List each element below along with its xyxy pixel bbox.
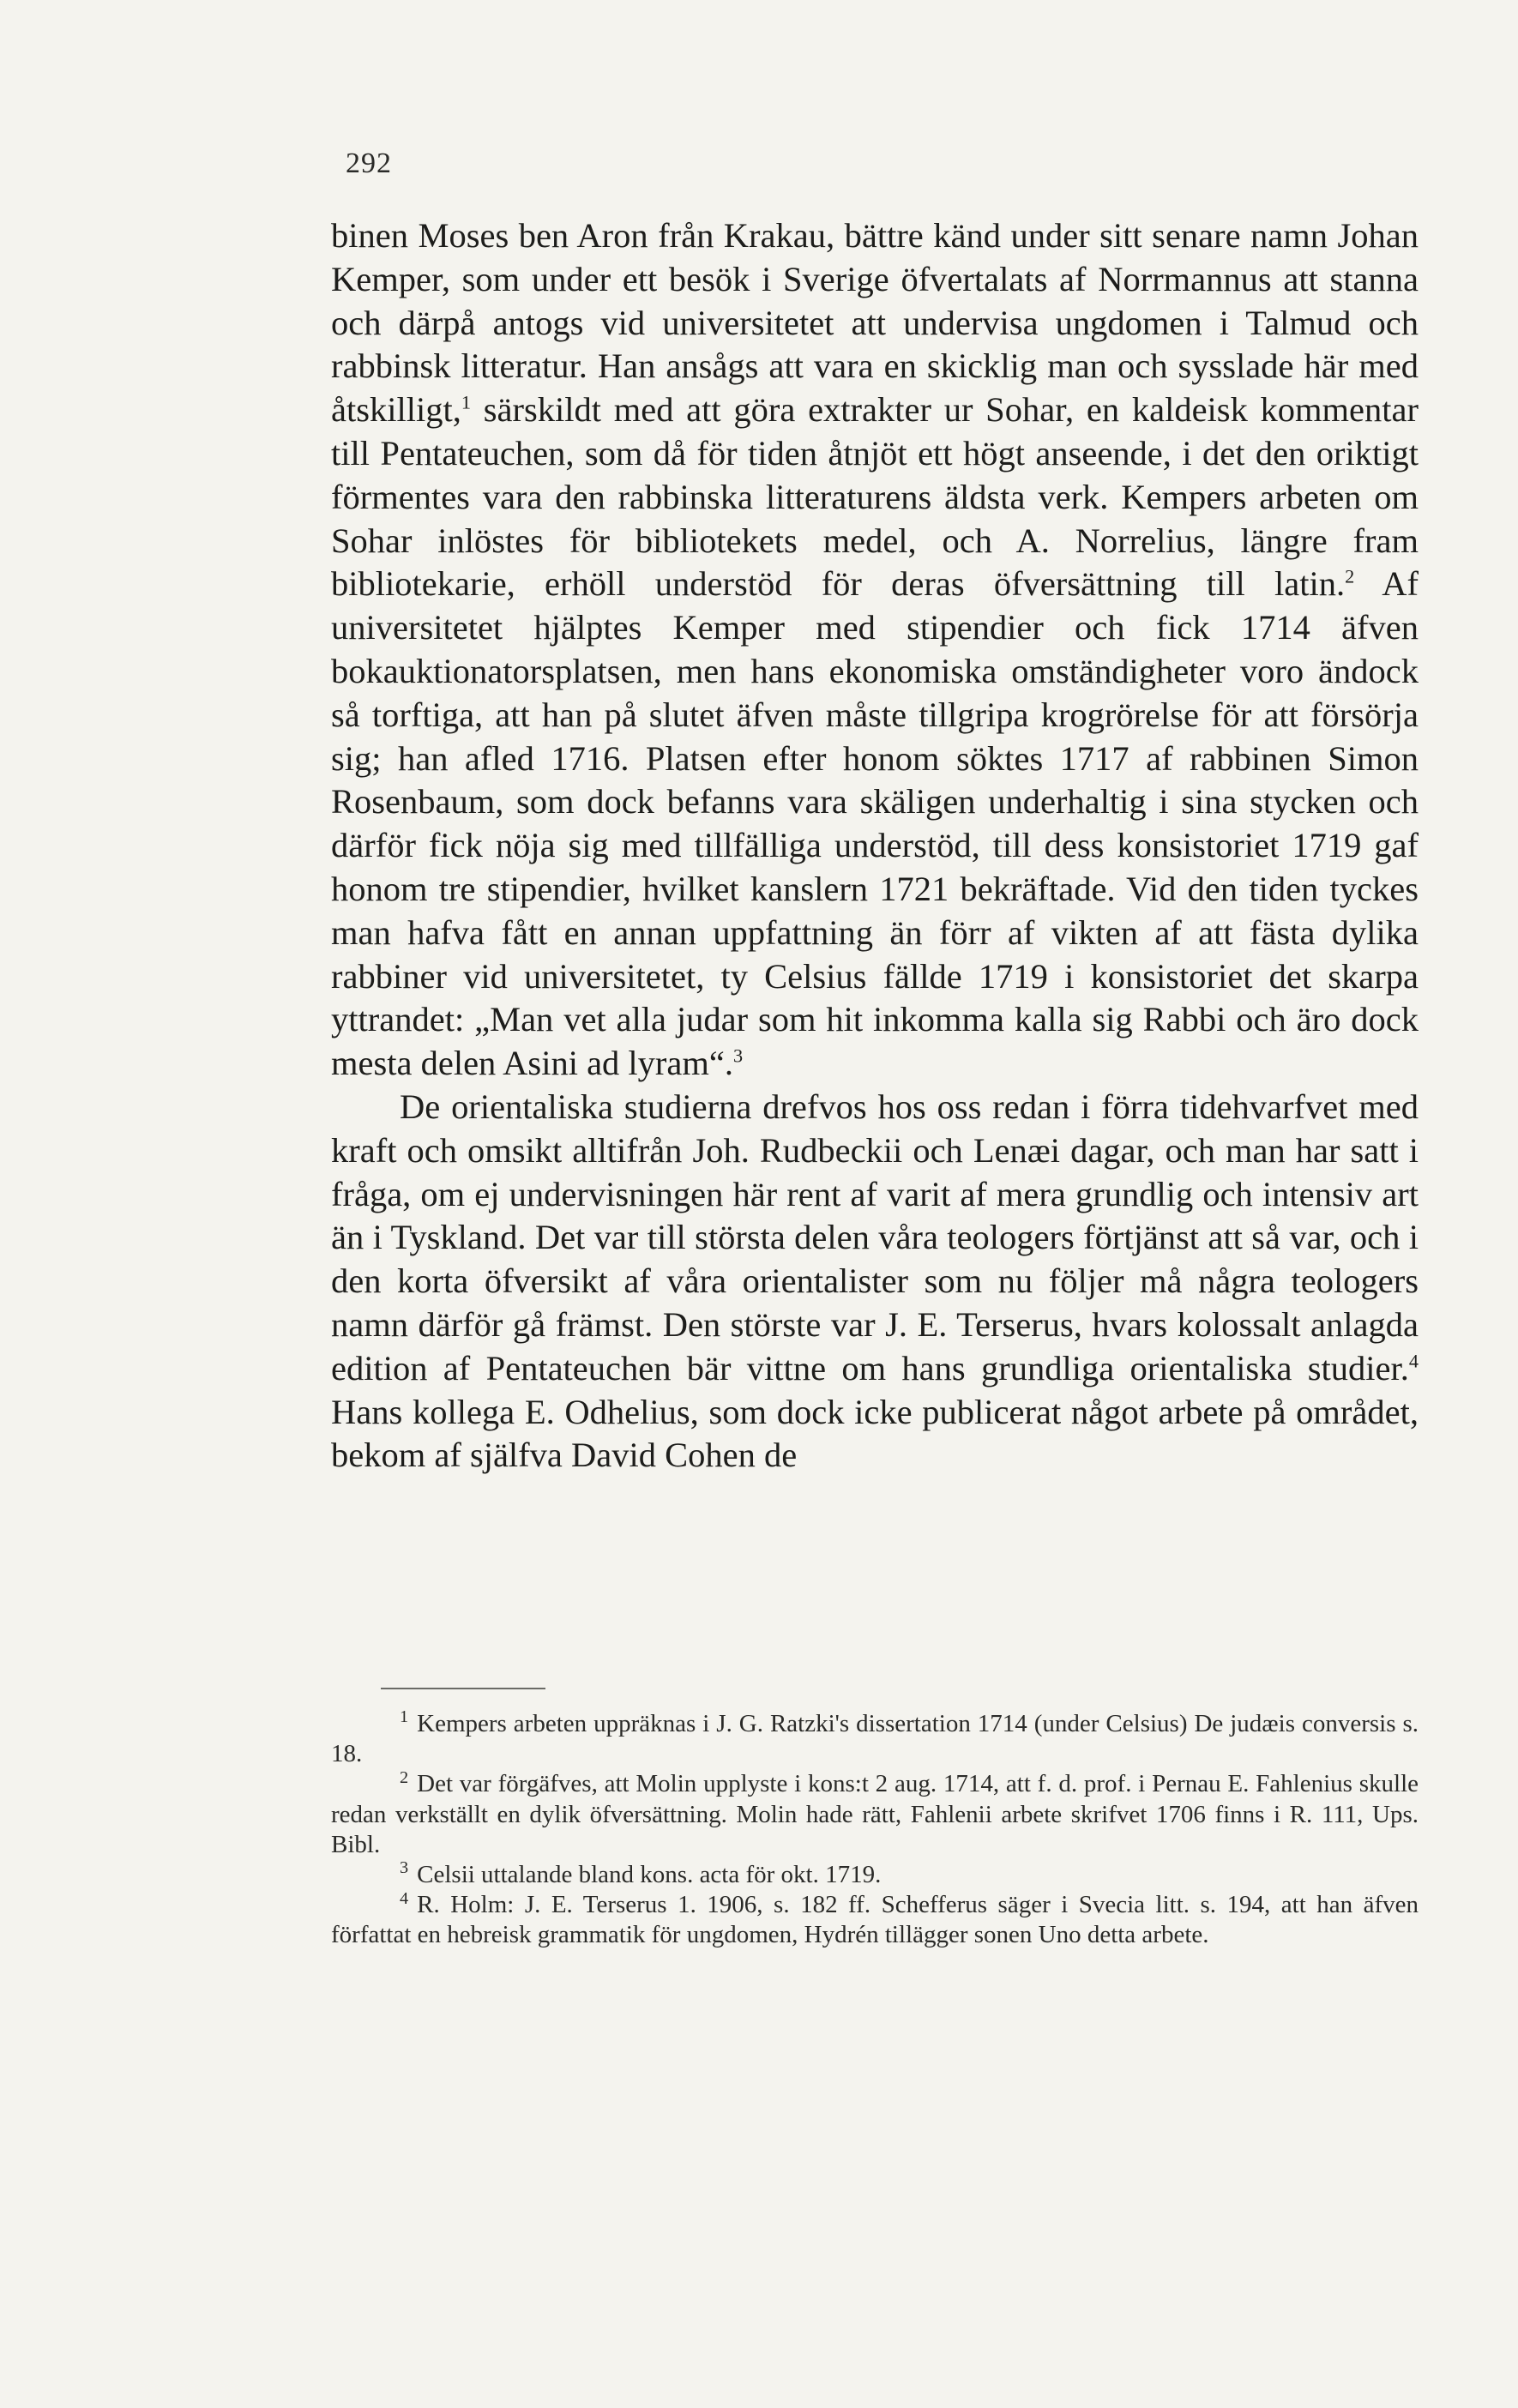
footnote-mark-2: 2	[400, 1767, 409, 1787]
paragraph-2-text-a: De orientaliska studierna drefvos hos oss redan i förra tidehvarfvet med kraft och omsikt alltifrån Joh. Rudbeckii och Lenæi dagar, och man har satt i fråga, om ej undervisningen här rent af varit af mera grundlig och intensiv art än i Tyskland. Det var till största delen våra teologers förtjänst att så var, och i den korta öfversikt af våra orientalister som nu följer må några teologers namn därför gå främst. Den störste var J. E. Terserus, hvars kolossalt anlagda edition af Pentateuchen bär vittne om hans grundliga orientaliska studier.	[331, 1087, 1419, 1388]
footnote-text-4: R. Holm: J. E. Terserus 1. 1906, s. 182 ff. Schefferus säger i Svecia litt. s. 194, att han äfven författat en hebreisk grammatik för ungdomen, Hydrén tillägger sonen Uno detta arbete.	[331, 1891, 1419, 1949]
footnote-ref-2[interactable]: 2	[1345, 565, 1355, 587]
paragraph-2	[331, 1086, 1419, 1478]
paragraph-2-text-b: Hans kollega E. Odhelius, som dock icke publicerat något arbete på området, bekom af själfva David Cohen de	[331, 1392, 1419, 1475]
footnote-1	[331, 1709, 1419, 1769]
footnote-text-2: Det var förgäfves, att Molin upplyste i kons:t 2 aug. 1714, att f. d. prof. i Pernau E. Fahlenius skulle redan verkställt en dylik öfversättning. Molin hade rätt, Fahlenii arbete skrifvet 1706 finns i R. 111, Ups. Bibl.	[331, 1770, 1419, 1858]
footnotes	[331, 1709, 1419, 1951]
footnote-mark-3: 3	[400, 1858, 409, 1878]
footnote-mark-1: 1	[400, 1707, 409, 1727]
footnote-text-1: Kempers arbeten uppräknas i J. G. Ratzki's dissertation 1714 (under Celsius) De judæis conversis s. 18.	[331, 1710, 1419, 1768]
footnote-mark-4: 4	[400, 1888, 409, 1908]
footnote-divider	[381, 1688, 545, 1689]
footnote-ref-3[interactable]: 3	[733, 1044, 744, 1067]
footnote-3	[331, 1860, 1419, 1890]
paragraph-1	[331, 214, 1419, 1086]
paragraph-1-text-c: Af universitetet hjälptes Kemper med stipendier och fick 1714 äfven bokauktionatorsplatsen, men hans ekonomiska omständigheter voro ändock så torftiga, att han på slutet äfven måste tillgripa krogrörelse för att försörja sig; han afled 1716. Platsen efter honom söktes 1717 af rabbinen Simon Rosenbaum, som dock befanns vara skäligen underhaltig i sina stycken och därför fick nöja sig med tillfälliga understöd, till dess konsistoriet 1719 gaf honom tre stipendier, hvilket kanslern 1721 bekräftade. Vid den tiden tyckes man hafva fått en annan uppfattning än förr af vikten af att fästa dylika rabbiner vid universitetet, ty Celsius fällde 1719 i konsistoriet det skarpa yttrandet: „Man vet alla judar som hit inkomma kalla sig Rabbi och äro dock mesta delen Asini ad lyram“.	[331, 564, 1419, 1083]
main-text	[331, 214, 1419, 1478]
page-number: 292	[346, 147, 392, 179]
footnote-text-3: Celsii uttalande bland kons. acta för okt. 1719.	[417, 1861, 882, 1889]
footnote-2	[331, 1769, 1419, 1860]
paragraph-1-text-b: särskildt med att göra extrakter ur Sohar, en kaldeisk kommentar till Pentateuchen, som då för tiden åtnjöt ett högt anseende, i det den oriktigt förmentes vara den rabbinska litteraturens äldsta verk. Kempers arbeten om Sohar inlöstes för bibliotekets medel, och A. Norrelius, längre fram bibliotekarie, erhöll understöd för deras öfversättning till latin.	[331, 390, 1419, 604]
paragraph-1-text-a: binen Moses ben Aron från Krakau, bättre känd under sitt senare namn Johan Kemper, som under ett besök i Sverige öfvertalats af Norrmannus att stanna och därpå antogs vid universitetet att undervisa ungdomen i Talmud och rabbinsk litteratur. Han ansågs att vara en skicklig man och sysslade här med åtskilligt,	[331, 216, 1419, 430]
footnote-ref-4[interactable]: 4	[1408, 1350, 1419, 1372]
footnote-4	[331, 1890, 1419, 1950]
footnote-ref-1[interactable]: 1	[461, 391, 472, 413]
